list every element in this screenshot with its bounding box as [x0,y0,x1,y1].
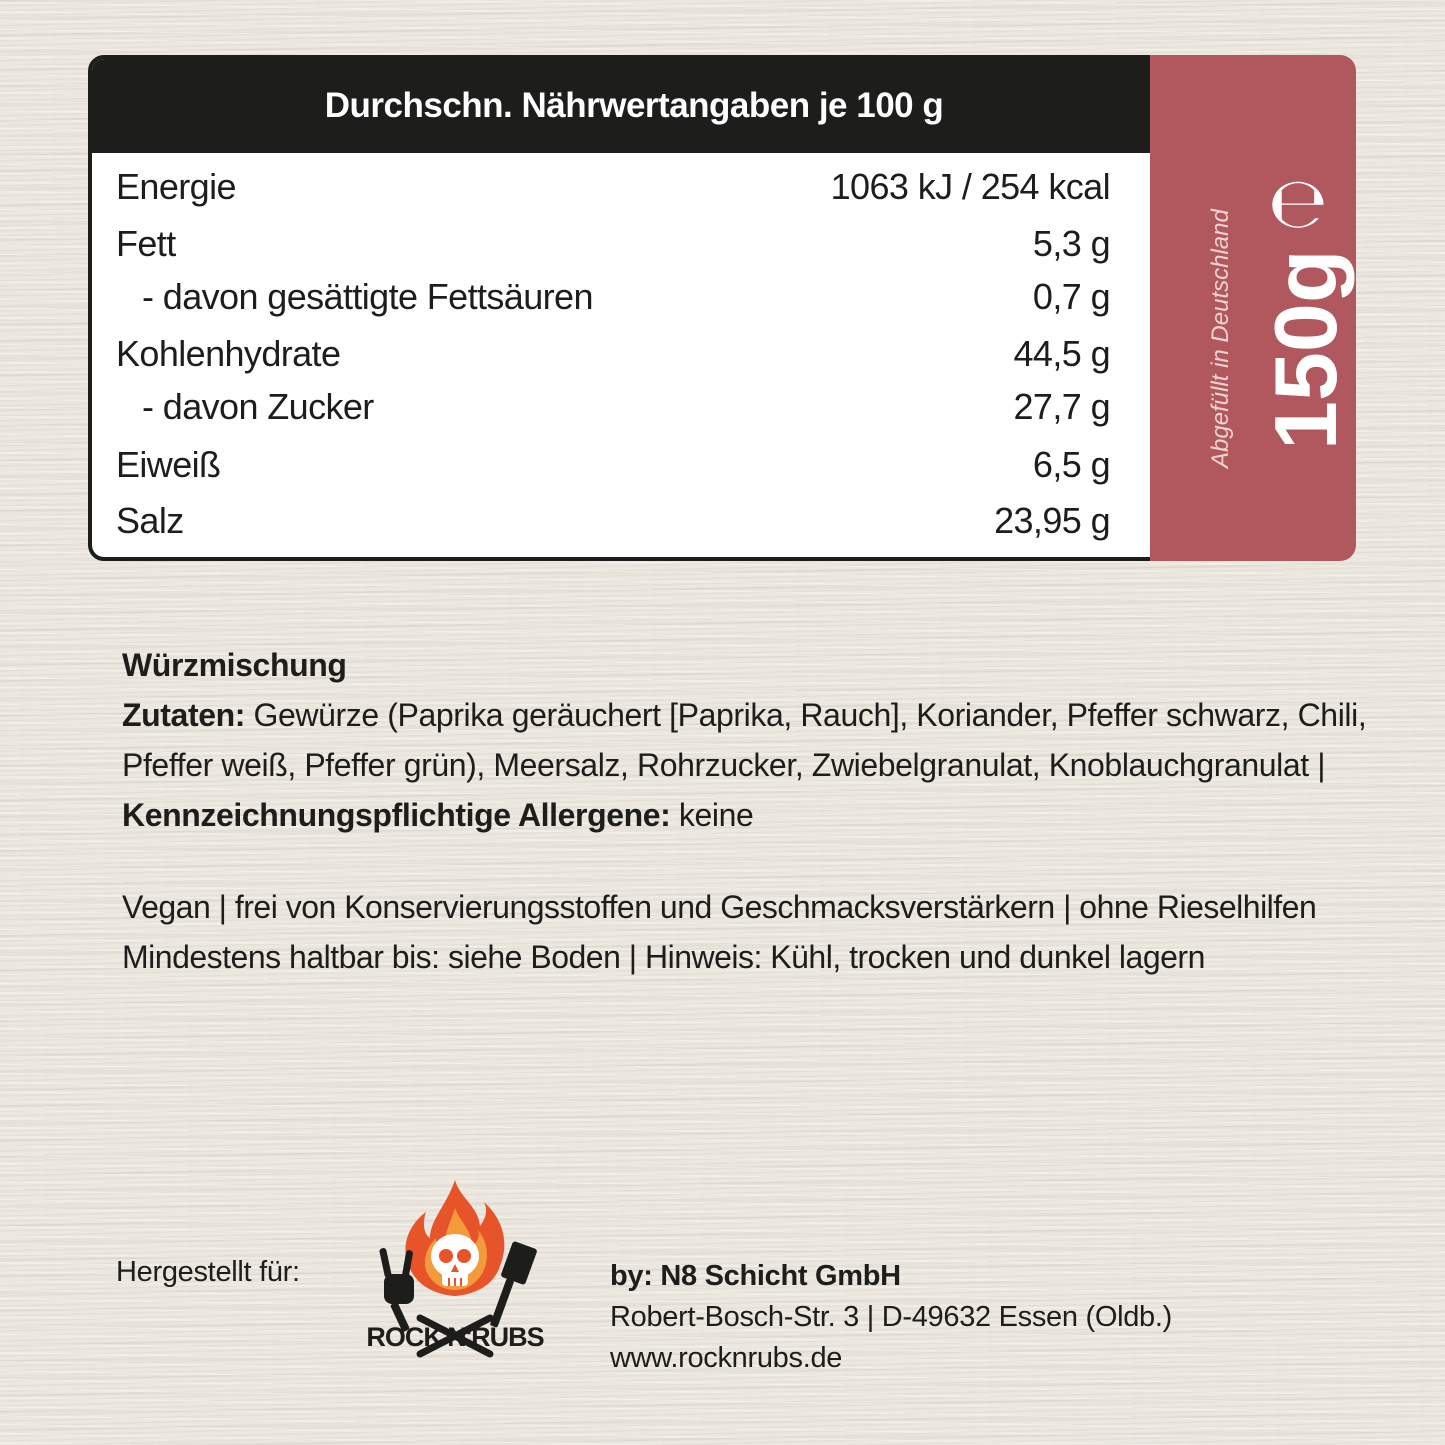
product-type-title: Würzmischung [122,647,347,683]
nutrition-label: - davon gesättigte Fettsäuren [142,276,593,317]
nutrition-row-energy [116,167,1110,207]
nutrition-header: Durchschn. Nährwertangaben je 100 g [92,59,1176,153]
allergen-value: keine [670,797,754,833]
allergen-label: Kennzeichnungspflichtige Allergene: [122,797,671,833]
nutrition-value: 44,5 g [1013,333,1110,374]
nutrition-row-protein [116,445,1110,485]
ingredients-label: Zutaten: [122,697,246,733]
nutrition-value: 6,5 g [1032,444,1110,485]
rocknrubs-logo [360,1178,550,1364]
bottled-in-germany-label: Abgefüllt in Deutschland [1207,209,1234,468]
company-info [610,1256,1172,1379]
nutrition-row-fat [116,224,1110,264]
nutrition-label: Eiweiß [116,444,221,485]
company-name: by: N8 Schicht GmbH [610,1260,901,1292]
nutrition-value: 27,7 g [1013,386,1110,427]
product-notes [122,882,1392,982]
nutrition-row-saturated-fat [116,277,1110,317]
nutrition-value: 5,3 g [1032,223,1110,264]
net-weight-label: 150g [1256,249,1355,450]
nutrition-row-carbohydrates [116,334,1110,374]
nutrition-label: Energie [116,166,236,207]
made-for-label: Hergestellt für: [116,1256,300,1288]
nutrition-value: 23,95 g [994,500,1110,541]
ingredients-list: Gewürze (Paprika geräuchert [Paprika, Rauch], Koriander, Pfeffer schwarz, Chili, Pfeffer weiß, Pfeffer grün), Meersalz, Rohrzucker, Zwiebelgranulat, Knoblauchgranulat | [122,697,1367,783]
company-website: www.rocknrubs.de [610,1342,843,1374]
nutrition-value: 0,7 g [1032,276,1110,317]
nutrition-value: 1063 kJ / 254 kcal [830,166,1110,207]
ingredients-text [122,690,1372,840]
ingredients-section [122,640,1372,840]
nutrition-label: Kohlenhydrate [116,333,341,374]
company-address: Robert-Bosch-Str. 3 | D-49632 Essen (Oldb.) [610,1301,1172,1333]
notes-line-2: Mindestens haltbar bis: siehe Boden | Hinweis: Kühl, trocken und dunkel lagern [122,939,1205,975]
nutrition-label: Fett [116,223,176,264]
nutrition-row-salt [116,501,1110,541]
notes-line-1: Vegan | frei von Konservierungsstoffen und Geschmacksverstärkern | ohne Rieselhilfen [122,889,1317,925]
estimated-sign-icon: ℮ [1268,162,1328,244]
nutrition-row-sugar [116,387,1110,427]
logo-wordmark: ROCK'N'RUBS [366,1322,544,1352]
nutrition-label: Salz [116,500,184,541]
nutrition-table [88,55,1180,561]
nutrition-label: - davon Zucker [142,386,374,427]
